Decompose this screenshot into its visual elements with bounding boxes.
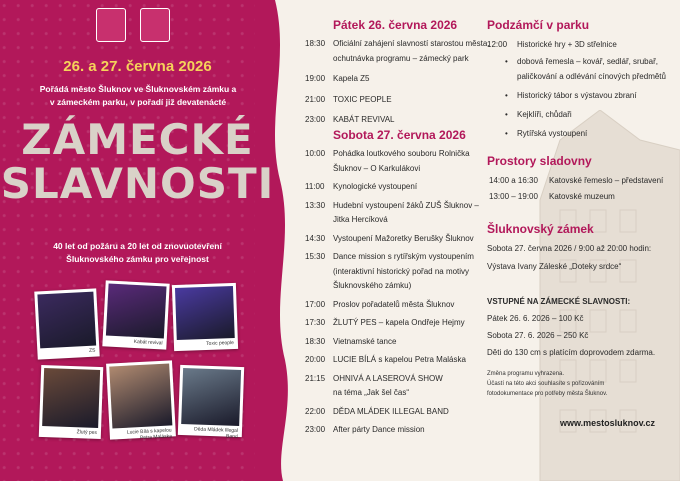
photo-image [106, 284, 167, 339]
event-time: 12:00 [487, 40, 508, 49]
photo-caption: Kabát revival [133, 338, 163, 347]
event-time: 23:00 [305, 425, 326, 434]
friday-heading: Pátek 26. června 2026 [333, 18, 458, 32]
sweets-heading: Prostory sladovny [487, 154, 592, 168]
band-photo [106, 360, 176, 442]
band-photo [102, 280, 169, 349]
saturday-row [305, 317, 505, 332]
photo-caption: ZS [88, 347, 96, 354]
saturday-row [305, 251, 505, 296]
event-time: 19:00 [305, 74, 326, 83]
event-time: 10:00 [305, 149, 326, 158]
intro-line: Pořádá město Šluknov ve Šluknovském zámku a [39, 84, 237, 94]
bullet-text: Historický tábor s výstavou zbraní [517, 91, 637, 100]
friday-row [305, 38, 505, 68]
anniversary-line: Šluknovského zámku pro veřejnost [66, 254, 209, 264]
saturday-row [305, 233, 505, 248]
event-time: 21:00 [305, 94, 326, 104]
photo-image [109, 363, 172, 428]
bullet-text: Rytířská vystoupení [517, 129, 588, 138]
event-description: Šluknov – O Karkulákovi [333, 163, 421, 173]
event-description: After párty Dance mission [333, 425, 425, 434]
event-time: 21:15 [305, 373, 326, 383]
band-photo [34, 288, 99, 359]
event-description: Oficiální zahájení slavností starostou města, [333, 39, 490, 48]
photo-caption: Děda Mládek Illegal Band [193, 426, 239, 440]
event-time: 11:00 [305, 182, 325, 191]
event-description: Kapela Z5 [333, 74, 370, 83]
photo-image [175, 286, 235, 340]
event-time: 14:30 [305, 233, 326, 243]
title-line: ZÁMECKÉ [21, 115, 254, 164]
saturday-row [305, 299, 505, 314]
event-description: na téma „Jak šel čas“ [333, 388, 410, 397]
event-description: Historické hry + 3D střelnice [517, 40, 617, 49]
photo-image [37, 292, 96, 349]
event-description: Katovské muzeum [549, 192, 615, 201]
event-time: 17:00 [305, 299, 326, 309]
event-description: ŽLUTÝ PES – kapela Ondřeje Hejmy [333, 318, 465, 327]
bullet-text: dobová řemesla – kovář, sedlář, srubař, [517, 57, 658, 66]
festival-title [0, 115, 275, 208]
intro-line: v zámeckém parku, v pořadí již devatenácté [49, 97, 227, 107]
event-time: 23:00 [305, 115, 326, 124]
event-description: (interaktivní historický pořad na motivy [333, 266, 470, 276]
event-description: Jitka Hercíková [333, 215, 388, 224]
park-heading: Podzámčí v parku [487, 18, 590, 32]
note-line: Účastí na této akci souhlasíte s pořizováním [487, 381, 605, 387]
saturday-row [305, 373, 505, 403]
ticket-line: Pátek 26. 6. 2026 – 100 Kč [487, 314, 584, 323]
event-time: 18:30 [305, 39, 326, 48]
sweets-row [489, 175, 669, 187]
bullet-icon: • [505, 91, 508, 100]
park-bullet [505, 109, 675, 124]
saturday-row [305, 406, 505, 421]
photo-caption: Žlutý pes [76, 429, 98, 436]
event-description: Kynologické vystoupení [333, 182, 418, 191]
ticket-line: Děti do 130 cm s platícím doprovodem zdarma. [487, 348, 656, 357]
event-description: OHNIVÁ A LASEROVÁ SHOW [333, 373, 443, 383]
event-description: ochutnávka programu – zámecký park [333, 53, 469, 63]
event-description: TOXIC PEOPLE [333, 94, 392, 104]
event-time: 20:00 [305, 355, 326, 364]
photo-caption: Toxic people [206, 340, 235, 347]
saturday-row [305, 200, 505, 230]
saturday-row [305, 424, 505, 439]
band-photo [178, 365, 244, 440]
park-row [487, 39, 667, 51]
event-description: LUCIE BÍLÁ s kapelou Petra Maláska [333, 355, 466, 364]
event-description: Proslov pořadatelů města Šluknov [333, 299, 455, 309]
band-photo [39, 365, 103, 439]
festival-dates: 26. a 27. června 2026 [63, 58, 212, 75]
anniversary-line: 40 let od požáru a 20 let od znovuotevření [53, 241, 222, 251]
castle-heading: Šluknovský zámek [487, 222, 594, 236]
event-time: 13:00 – 19:00 [489, 192, 538, 201]
castle-line: Výstava Ivany Záleské „Doteky srdce“ [487, 262, 622, 271]
note-line: Změna programu vyhrazena. [487, 371, 565, 377]
intro-text [18, 83, 258, 109]
saturday-heading: Sobota 27. června 2026 [333, 128, 466, 142]
photo-image [42, 368, 100, 428]
saturday-row [305, 336, 505, 351]
event-description: Dance mission s rytířským vystoupením [333, 252, 474, 261]
friday-row [305, 73, 505, 88]
event-description: Vystoupení Mažoretky Berušky Šluknov [333, 233, 474, 243]
event-time: 13:30 [305, 200, 326, 210]
bullet-text: Kejklíři, chůdaři [517, 110, 572, 119]
castle-line: Sobota 27. června 2026 / 9:00 až 20:00 hodin: [487, 244, 652, 253]
event-description: DĚDA MLÁDEK ILLEGAL BAND [333, 406, 449, 416]
town-coat-of-arms-logo [96, 8, 126, 42]
band-photo [172, 283, 238, 351]
ticket-line: Sobota 27. 6. 2026 – 250 Kč [487, 331, 589, 340]
photo-caption: Lucie Bílá s kapelou Petra Maláska [126, 427, 173, 442]
friday-row [305, 114, 505, 129]
saturday-row [305, 181, 505, 196]
event-description: Vietnamské tance [333, 336, 397, 346]
bullet-text: paličkování a odlévání cínových předmětů [517, 72, 666, 81]
event-description: Hudební vystoupení žáků ZUŠ Šluknov – [333, 200, 479, 210]
anniversary-text [15, 240, 260, 266]
event-description: Pohádka loutkového souboru Rolnička [333, 149, 470, 158]
bullet-icon: • [505, 129, 508, 138]
park-bullet [505, 128, 675, 143]
park-bullet [505, 90, 675, 105]
park-bullet [505, 56, 675, 86]
event-time: 17:30 [305, 318, 326, 327]
tickets-heading: VSTUPNÉ NA ZÁMECKÉ SLAVNOSTI: [487, 297, 631, 306]
saturday-row [305, 148, 505, 178]
event-time: 15:30 [305, 252, 326, 261]
bullet-icon: • [505, 57, 508, 66]
event-time: 22:00 [305, 406, 326, 416]
event-time: 14:00 a 16:30 [489, 176, 538, 185]
castle-logo [140, 8, 170, 42]
event-description: Katovské řemeslo – představení [549, 176, 664, 185]
website-link[interactable]: www.mestosluknov.cz [560, 418, 656, 428]
event-description: Šluknovského zámku) [333, 281, 412, 290]
event-description: KABÁT REVIVAL [333, 115, 395, 124]
event-time: 18:30 [305, 336, 326, 346]
note-line: fotodokumentace pro potřeby města Šluknov. [487, 391, 608, 397]
title-line: SLAVNOSTI [0, 159, 275, 208]
photo-image [181, 368, 241, 426]
sweets-row [489, 191, 669, 203]
logos [96, 8, 170, 42]
bullet-icon: • [505, 110, 508, 119]
friday-row [305, 94, 505, 109]
saturday-row [305, 354, 505, 369]
